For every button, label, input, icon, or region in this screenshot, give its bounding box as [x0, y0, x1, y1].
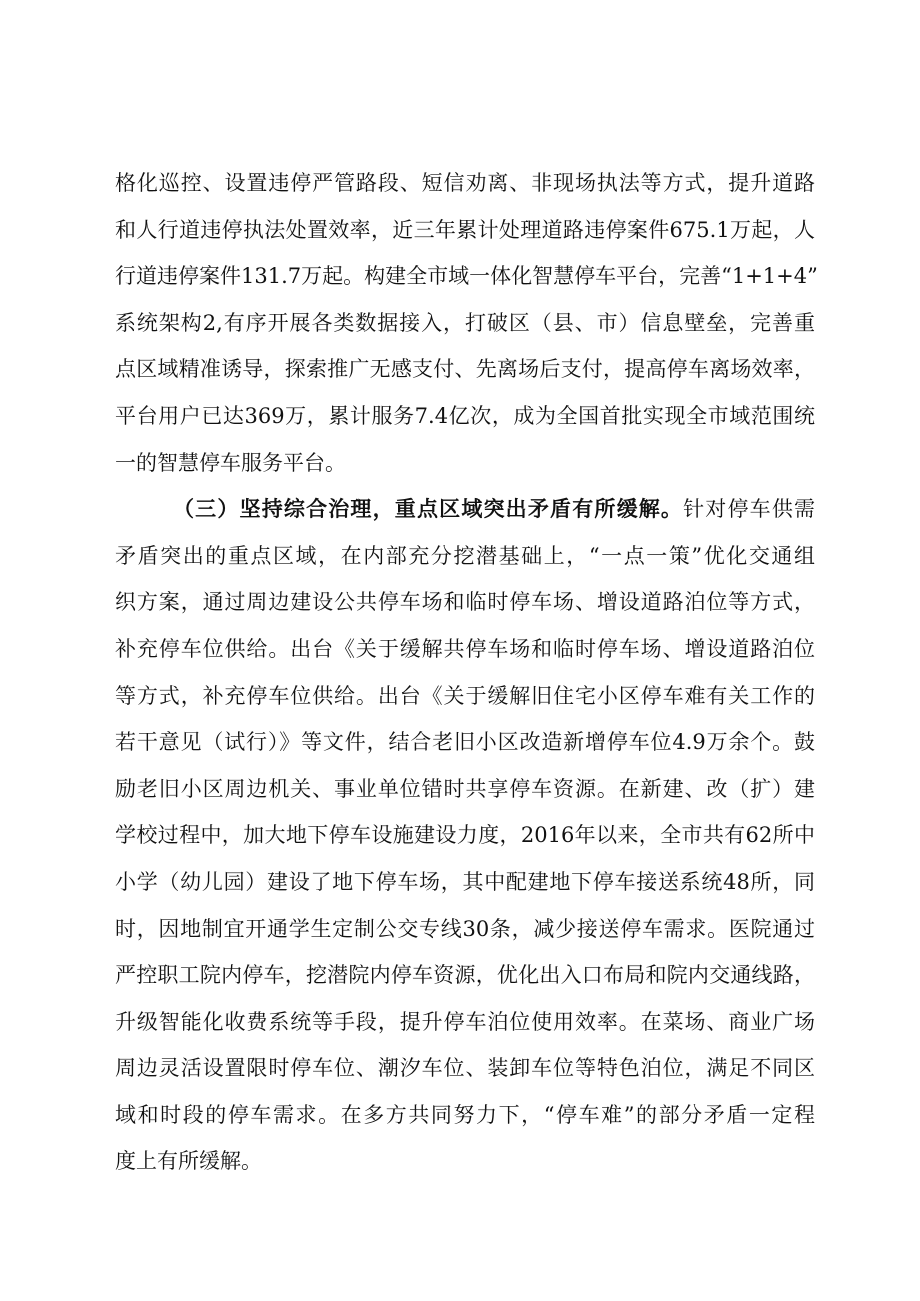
text-line: 点区域精准诱导，探索推广无感支付、先离场后支付，提高停车离场效率， [115, 357, 815, 382]
text-line: 升级智能化收费系统等手段，提升停车泊位使用效率。在菜场、商业广场 [115, 1009, 815, 1034]
heading-tail-text: 针对停车供需 [683, 497, 816, 522]
document-body [115, 160, 818, 1185]
text-line: 励老旧小区周边机关、事业单位错时共享停车资源。在新建、改（扩）建 [115, 776, 815, 801]
text-line: 等方式，补充停车位供给。出台《关于缓解旧住宅小区停车难有关工作的 [115, 683, 815, 708]
text-line: 补充停车位供给。出台《关于缓解共停车场和临时停车场、增设道路泊位 [115, 636, 815, 661]
text-line: 一的智慧停车服务平台。 [115, 450, 346, 475]
text-line: 矛盾突出的重点区域，在内部充分挖潜基础上，“一点一策”优化交通组 [115, 543, 815, 568]
text-line: 和人行道违停执法处置效率，近三年累计处理道路违停案件675.1万起，人 [115, 217, 815, 242]
text-line: 若干意见（试行）》等文件，结合老旧小区改造新增停车位4.9万余个。鼓 [115, 730, 815, 755]
text-line: 行道违停案件131.7万起。构建全市域一体化智慧停车平台，完善“1+1+4” [115, 264, 818, 289]
text-line: 时，因地制宜开通学生定制公交专线30条，减少接送停车需求。医院通过 [115, 916, 815, 941]
paragraph-1 [115, 160, 818, 486]
text-line [115, 486, 815, 533]
text-line: 格化巡控、设置违停严管路段、短信劝离、非现场执法等方式，提升道路 [115, 171, 815, 195]
text-line: 学校过程中，加大地下停车设施建设力度，2016年以来，全市共有62所中 [115, 823, 815, 848]
text-line: 严控职工院内停车，挖潜院内停车资源，优化出入口布局和院内交通线路， [115, 963, 815, 988]
text-line: 系统架构2,有序开展各类数据接入，打破区（县、市）信息壁垒，完善重 [115, 310, 815, 335]
text-line: 域和时段的停车需求。在多方共同努力下，“停车难”的部分矛盾一定程 [115, 1102, 815, 1127]
text-line: 织方案，通过周边建设公共停车场和临时停车场、增设道路泊位等方式， [115, 590, 815, 615]
section-heading: （三）坚持综合治理，重点区域突出矛盾有所缓解。 [173, 496, 684, 522]
paragraph-2 [115, 486, 815, 1185]
text-line: 度上有所缓解。 [115, 1149, 262, 1174]
text-line: 平台用户已达369万，累计服务7.4亿次，成为全国首批实现全市域范围统 [115, 403, 815, 428]
text-line: 周边灵活设置限时停车位、潮汐车位、装卸车位等特色泊位，满足不同区 [115, 1056, 815, 1081]
text-line: 小学（幼儿园）建设了地下停车场，其中配建地下停车接送系统48所，同 [115, 869, 815, 894]
